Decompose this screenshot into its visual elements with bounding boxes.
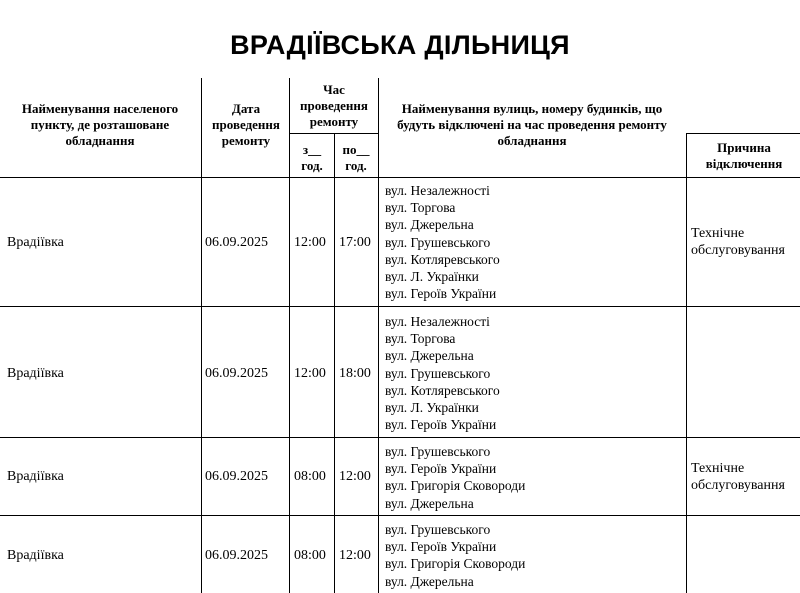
header-date: Дата проведення ремонту: [212, 101, 280, 148]
street-item: вул. Котляревського: [385, 251, 500, 267]
street-item: вул. Незалежності: [385, 183, 490, 198]
streets-list: [385, 313, 500, 433]
time-from-cell: 12:00: [294, 366, 326, 381]
street-item: вул. Грушевського: [385, 365, 491, 381]
time-from-cell: 12:00: [294, 235, 326, 250]
page-title: ВРАДІЇВСЬКА ДІЛЬНИЦЯ: [230, 30, 570, 60]
street-item: вул. Героїв України: [385, 539, 497, 555]
streets-list: [385, 443, 525, 512]
header-settlement: Найменування населеного пункту, де розташоване обладнання: [21, 101, 179, 148]
street-item: вул. Джерельна: [385, 348, 474, 364]
reason-cell: Технічне обслуговування: [691, 226, 785, 258]
header-reason: Причина відключення: [705, 140, 783, 171]
table-border: [334, 133, 335, 593]
street-item: вул. Грушевського: [385, 444, 491, 459]
header-to: по__ год.: [342, 142, 370, 173]
street-item: вул. Героїв України: [385, 417, 497, 433]
date-cell: 06.09.2025: [205, 235, 268, 250]
table-border: [289, 133, 378, 134]
street-item: вул. Джерельна: [385, 217, 474, 233]
table-border: [0, 437, 800, 438]
street-item: вул. Джерельна: [385, 495, 474, 511]
street-item: вул. Торгова: [385, 331, 456, 347]
table-border: [686, 133, 687, 593]
header-from: з__ год.: [301, 142, 323, 173]
settlement-cell: Врадіївка: [7, 235, 64, 250]
street-item: вул. Героїв України: [385, 461, 497, 477]
header-streets: Найменування вулиць, номеру будинків, що будуть відключені на час проведення ремонту обладнання: [397, 101, 667, 148]
time-from-cell: 08:00: [294, 469, 326, 484]
table-border: [686, 133, 800, 134]
time-to-cell: 17:00: [339, 235, 371, 250]
streets-list: [385, 521, 525, 590]
date-cell: 06.09.2025: [205, 366, 268, 381]
settlement-cell: Врадіївка: [7, 548, 64, 563]
street-item: вул. Л. Українки: [385, 269, 479, 285]
settlement-cell: Врадіївка: [7, 469, 64, 484]
date-cell: 06.09.2025: [205, 469, 268, 484]
street-item: вул. Героїв України: [385, 286, 497, 302]
streets-list: [385, 182, 500, 302]
table-border: [0, 177, 800, 178]
settlement-cell: Врадіївка: [7, 366, 64, 381]
reason-cell: Технічне обслуговування: [691, 461, 785, 493]
street-item: вул. Торгова: [385, 200, 456, 216]
table-border: [0, 306, 800, 307]
date-cell: 06.09.2025: [205, 548, 268, 563]
time-to-cell: 12:00: [339, 548, 371, 563]
street-item: вул. Джерельна: [385, 573, 474, 589]
street-item: вул. Л. Українки: [385, 400, 479, 416]
street-item: вул. Григорія Сковороди: [385, 556, 526, 572]
time-from-cell: 08:00: [294, 548, 326, 563]
street-item: вул. Грушевського: [385, 234, 491, 250]
table-border: [0, 515, 800, 516]
street-item: вул. Котляревського: [385, 382, 500, 398]
time-to-cell: 12:00: [339, 469, 371, 484]
street-item: вул. Грушевського: [385, 522, 491, 537]
header-time: Час проведення ремонту: [300, 82, 368, 129]
time-to-cell: 18:00: [339, 366, 371, 381]
street-item: вул. Незалежності: [385, 314, 490, 329]
street-item: вул. Григорія Сковороди: [385, 478, 526, 494]
